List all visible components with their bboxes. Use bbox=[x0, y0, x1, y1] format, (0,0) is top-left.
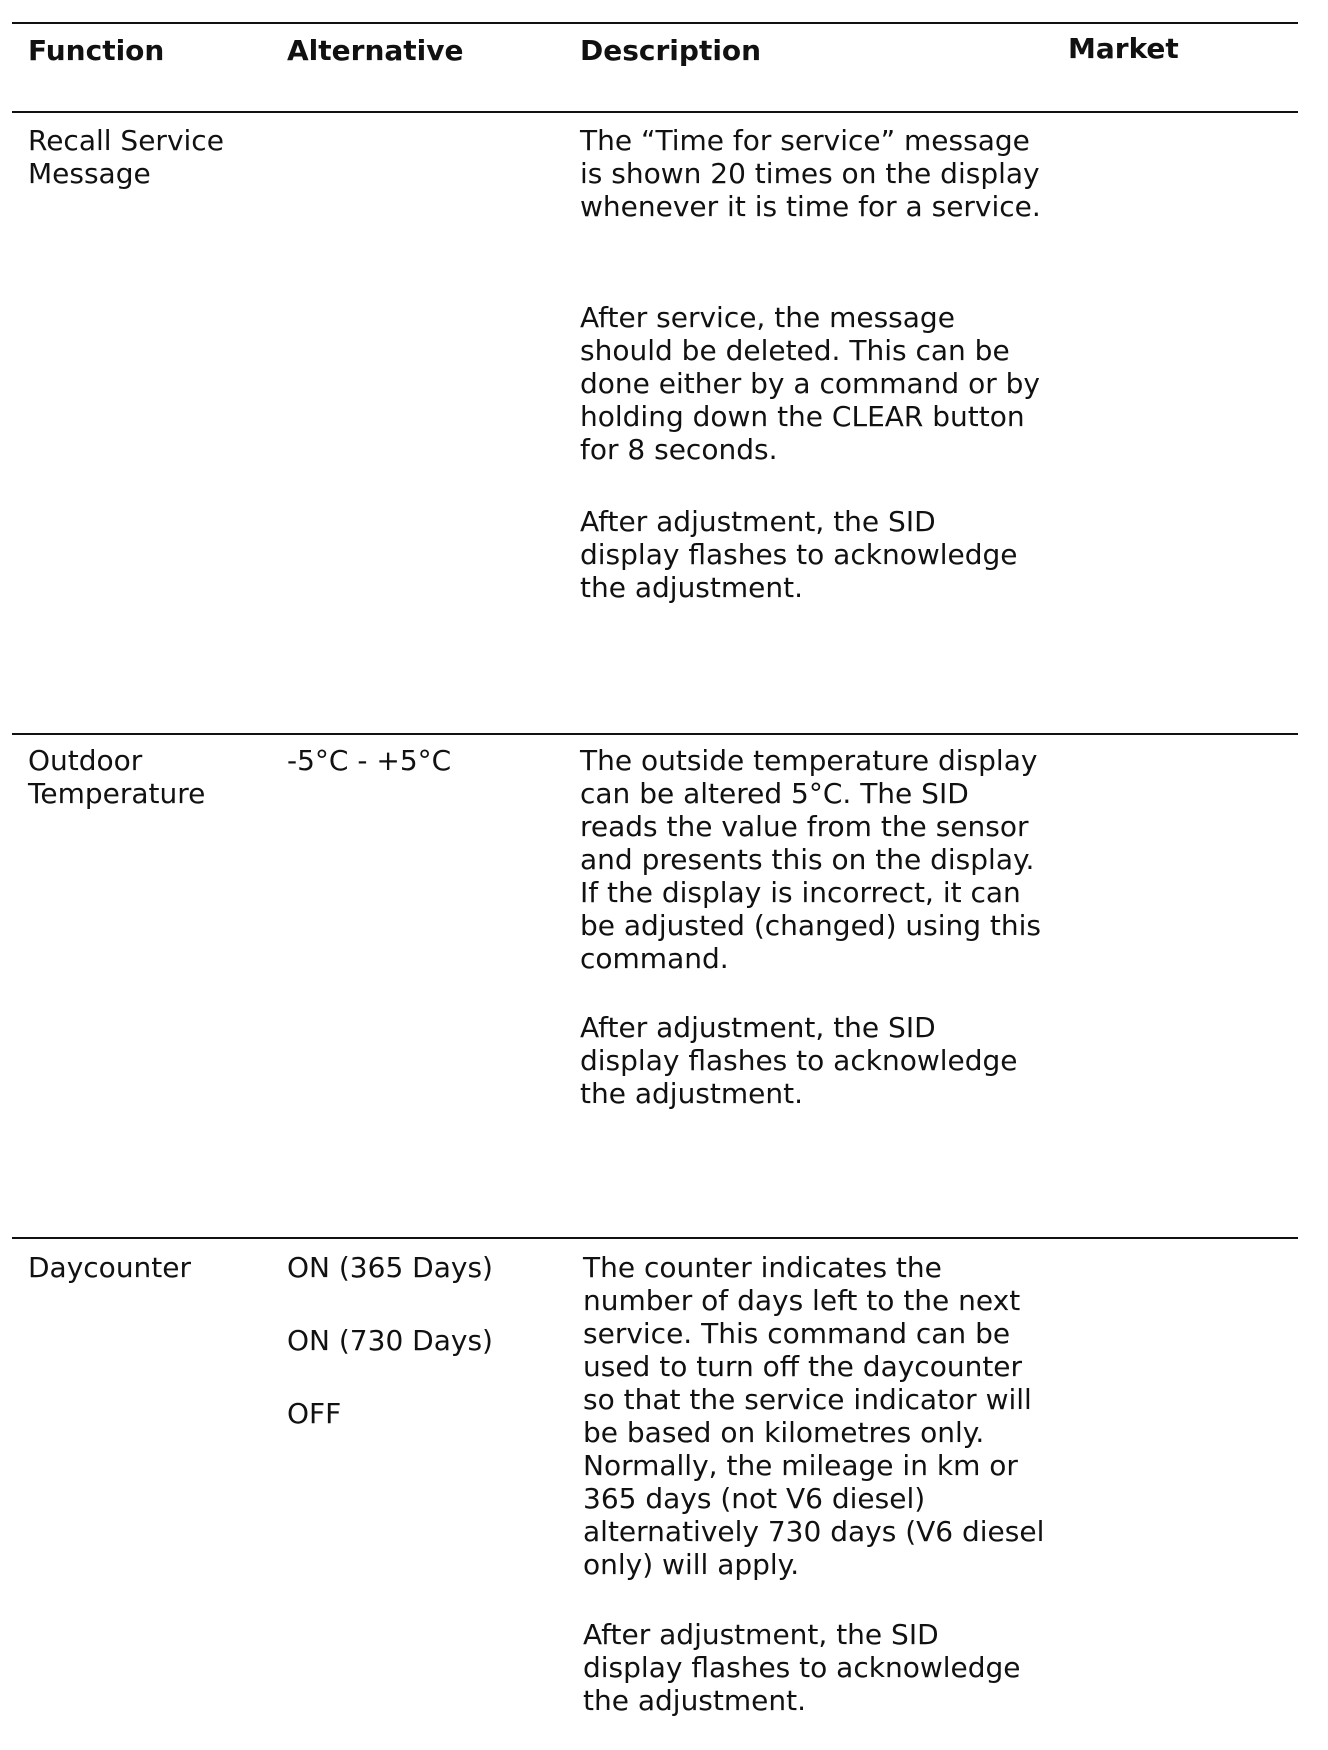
alternative-item: ON (365 Days) bbox=[287, 1251, 493, 1284]
description-paragraph: After adjustment, the SID display flashes to acknowledge the adjustment. bbox=[580, 505, 1018, 604]
description-paragraph: After adjustment, the SID display flashes to acknowledge the adjustment. bbox=[580, 1011, 1018, 1110]
description-paragraph: The counter indicates the number of days left to the next service. This command can be used to turn off the daycounter so that the service indicator will be based on kilometres only. Normally, the mileage in km or 365 days (not V6 diesel) alternatively 730 days (V6 diesel only) will apply. bbox=[583, 1251, 1045, 1581]
description-paragraph: The outside temperature display can be altered 5°C. The SID reads the value from the sensor and presents this on the display. If the display is incorrect, it can be adjusted (changed) using this command. bbox=[580, 744, 1042, 975]
header-alternative: Alternative bbox=[287, 34, 464, 67]
header-function: Function bbox=[28, 34, 165, 67]
alternative-item: -5°C - +5°C bbox=[287, 744, 452, 777]
row-divider bbox=[12, 733, 1298, 735]
row-divider bbox=[12, 1237, 1298, 1239]
alternative-item: ON (730 Days) bbox=[287, 1324, 493, 1357]
function-cell: Outdoor Temperature bbox=[28, 744, 206, 810]
alternative-item: OFF bbox=[287, 1397, 342, 1430]
function-cell: Recall Service Message bbox=[28, 124, 224, 190]
description-paragraph: After adjustment, the SID display flashes to acknowledge the adjustment. bbox=[583, 1618, 1021, 1717]
table-top-rule bbox=[12, 22, 1298, 24]
description-paragraph: After service, the message should be deleted. This can be done either by a command or by holding down the CLEAR button for 8 seconds. bbox=[580, 301, 1040, 466]
header-bottom-rule bbox=[12, 111, 1298, 113]
function-cell: Daycounter bbox=[28, 1251, 192, 1284]
header-market: Market bbox=[1068, 32, 1179, 65]
description-paragraph: The “Time for service” message is shown 20 times on the display whenever it is time for a service. bbox=[580, 124, 1041, 223]
header-description: Description bbox=[580, 34, 762, 67]
